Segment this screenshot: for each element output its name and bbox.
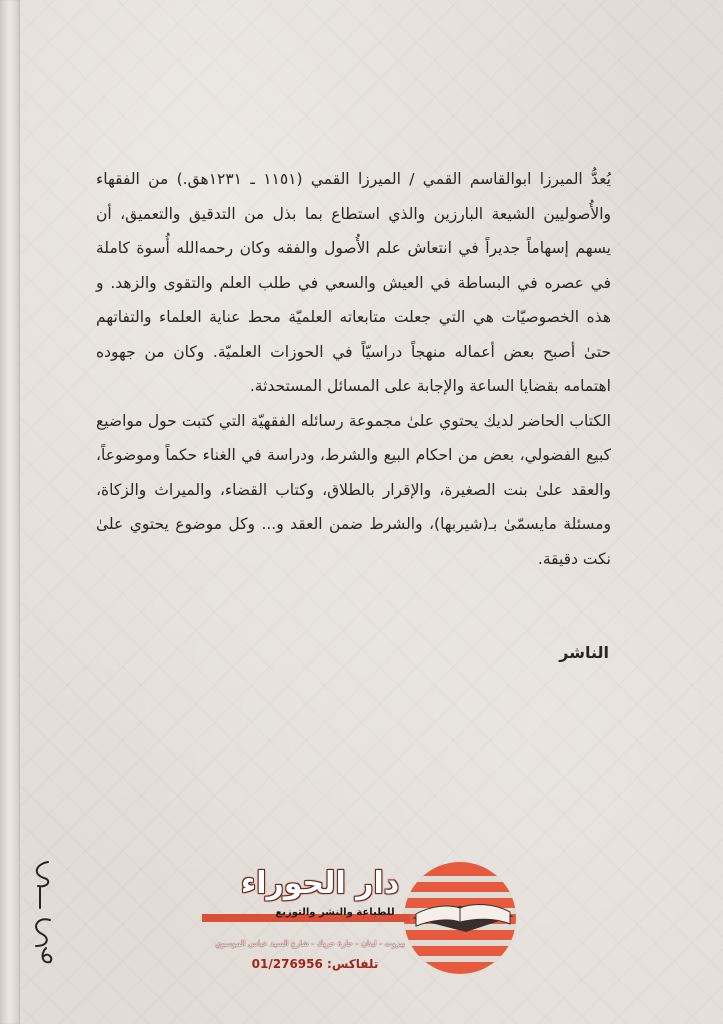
publisher-phone: تلفاكس: 01/276956 — [251, 957, 379, 971]
handwritten-signature — [18, 850, 62, 980]
back-cover-blurb — [96, 162, 611, 576]
publisher-signature: الناشر — [559, 643, 609, 662]
publisher-address: بيروت - لبنان - حارة حريك - شارع السيد عباس الموسوي — [215, 939, 405, 948]
publisher-subtitle: للطباعة والنشر والتوزيع — [275, 907, 395, 918]
blurb-paragraph-1: يُعدُّ الميرزا ابوالقاسم القمي / الميرزا القمي (١١٥١ ـ ١٢٣١هق.) من الفقهاء والأُصوليين الشيعة البارزين والذي استطاع بما بذل من التدقيق والتعميق، أن يسهم إسهاماً جديراً في انتعاش علم الأُصول والفقه وكان رحمه‌الله أُسوة كاملة في عصره في البساطة في العيش والسعي في طلب العلم والتقوى والزهد. و هذه الخصوصيّات هي التي جعلت متابعاته العلميّة محط عناية العلماء والتفاتهم حتىٰ أصبح بعض أعماله منهجاً دراسيّاً في الحوزات العلميّة. وكان من جهوده اهتمامه بقضايا الساعة والإجابة على المسائل المستحدثة. — [96, 170, 611, 395]
publisher-name: دار الحوراء — [240, 866, 400, 901]
book-spine-edge — [0, 0, 20, 1024]
blurb-paragraph-2: الكتاب الحاضر لديك يحتوي علىٰ مجموعة رسائله الفقهيّة التي كتبت حول مواضيع كبيع الفضولي، بعض من احكام البيع والشرط، ودراسة في الغناء حكماً وموضوعاً، والعقد علىٰ بنت الصغيرة، والإقرار بالطلاق، وكتاب القضاء، والميراث والزكاة، ومسئلة مايسمّىٰ بـ(شيربها)، والشرط ضمن العقد و... وكل موضوع يحتوي علىٰ نكت دقيقة. — [96, 411, 611, 568]
open-book-icon — [408, 892, 518, 942]
publisher-logo — [190, 852, 530, 982]
